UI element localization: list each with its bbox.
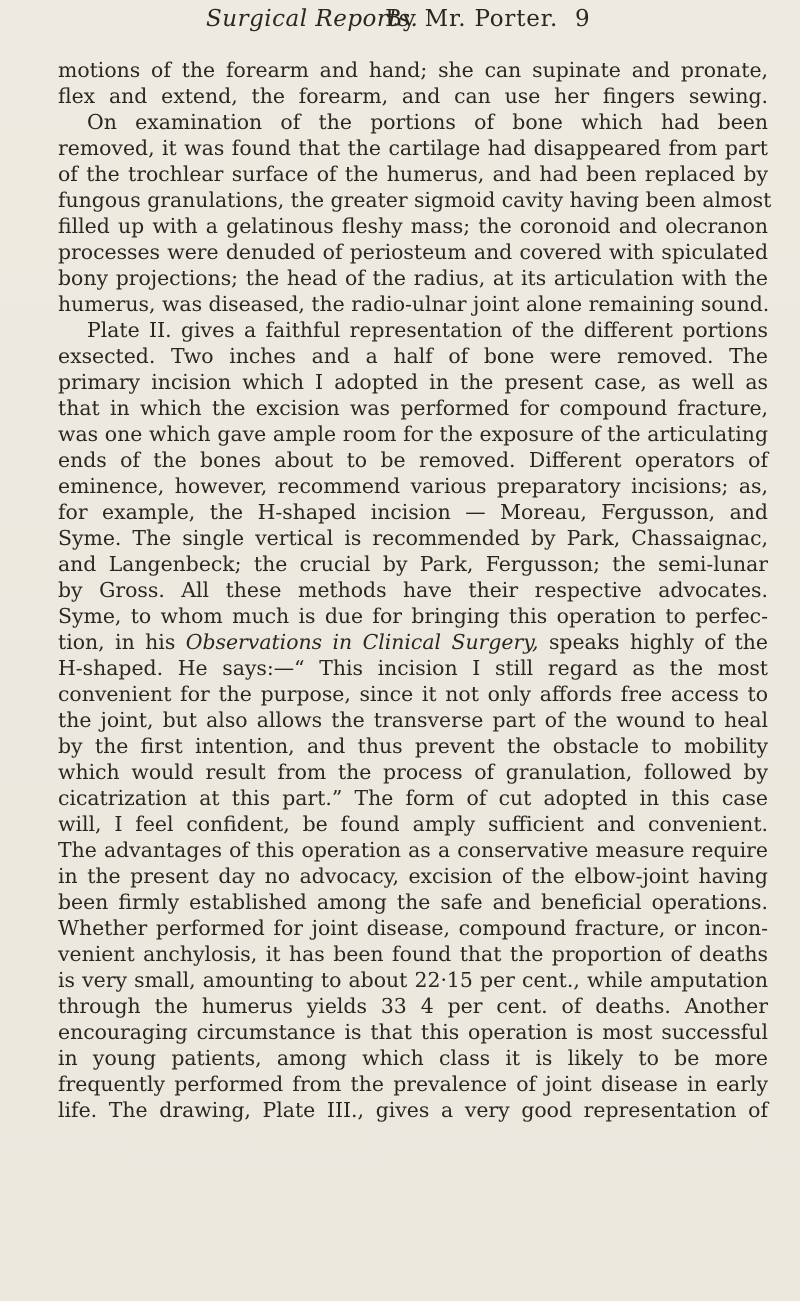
text-line: through the humerus yields 33 4 per cent. of deaths. Another <box>58 994 768 1018</box>
text-line: the joint, but also allows the transverse part of the wound to heal <box>58 708 768 732</box>
body-text <box>58 57 772 1123</box>
text-line: life. The drawing, Plate III., gives a very good representation of <box>58 1098 768 1122</box>
running-head-author: By Mr. Porter. <box>385 6 559 32</box>
text-line: Whether performed for joint disease, compound fracture, or incon- <box>58 916 768 940</box>
text-line: humerus, was diseased, the radio-ulnar joint alone remaining sound. <box>58 292 770 316</box>
text-line: cicatrization at this part.” The form of cut adopted in this case <box>58 786 768 810</box>
text-line: encouraging circumstance is that this operation is most successful <box>58 1020 768 1044</box>
text-line: was one which gave ample room for the exposure of the articulating <box>58 422 768 446</box>
text-line: which would result from the process of granulation, followed by <box>58 760 768 784</box>
running-head <box>0 0 800 44</box>
text-line: Syme. The single vertical is recommended by Park, Chassaignac, <box>58 526 768 550</box>
text-line: H-shaped. He says:—“ This incision I still regard as the most <box>58 656 768 680</box>
text-line: fungous granulations, the greater sigmoid cavity having been almost <box>58 188 772 212</box>
text-line: flex and extend, the forearm, and can use her fingers sewing. <box>58 84 768 108</box>
text-line: processes were denuded of periosteum and covered with spiculated <box>58 240 768 264</box>
text-line: convenient for the purpose, since it not only affords free access to <box>58 682 768 706</box>
text-line: The advantages of this operation as a conservative measure require <box>58 838 768 862</box>
text-line: bony projections; the head of the radius, at its articulation with the <box>58 266 768 290</box>
text-line: exsected. Two inches and a half of bone were removed. The <box>58 344 768 368</box>
text-run: speaks highly of the <box>538 630 768 654</box>
text-line: primary incision which I adopted in the present case, as well as <box>58 370 768 394</box>
text-line: filled up with a gelatinous fleshy mass; the coronoid and olecranon <box>58 214 768 238</box>
text-line: ends of the bones about to be removed. Different operators of <box>58 448 768 472</box>
book-title-citation: Observations in Clinical Surgery, <box>185 630 539 654</box>
running-head-title: Surgical Reports. <box>206 6 419 32</box>
text-run: tion, in his <box>58 630 186 654</box>
text-line: in the present day no advocacy, excision of the elbow-joint having <box>58 864 768 888</box>
text-line: for example, the H-shaped incision — Moreau, Fergusson, and <box>58 500 768 524</box>
text-line: removed, it was found that the cartilage had disappeared from part <box>58 136 768 160</box>
text-line: and Langenbeck; the crucial by Park, Fergusson; the semi-lunar <box>58 552 768 576</box>
text-line: Syme, to whom much is due for bringing this operation to perfec- <box>58 604 768 628</box>
text-line: eminence, however, recommend various preparatory incisions; as, <box>58 474 768 498</box>
text-line: motions of the forearm and hand; she can supinate and pronate, <box>58 58 768 82</box>
text-line: frequently performed from the prevalence of joint disease in early <box>58 1072 768 1096</box>
text-line: venient anchylosis, it has been found that the proportion of deaths <box>58 942 768 966</box>
text-line: Plate II. gives a faithful representation of the different portions <box>87 318 768 342</box>
text-line: that in which the excision was performed for compound fracture, <box>58 396 768 420</box>
text-line: is very small, amounting to about 22·15 per cent., while amputation <box>58 968 768 992</box>
text-line: by Gross. All these methods have their respective advocates. <box>58 578 768 602</box>
text-line: in young patients, among which class it is likely to be more <box>58 1046 768 1070</box>
text-line: been firmly established among the safe and beneficial operations. <box>58 890 768 914</box>
text-line: by the first intention, and thus prevent the obstacle to mobility <box>58 734 768 758</box>
text-line-with-citation <box>58 629 768 655</box>
page-number: 9 <box>575 6 590 32</box>
text-line: will, I feel confident, be found amply sufficient and convenient. <box>58 812 768 836</box>
text-line-paragraph-start: On examination of the portions of bone which had been <box>87 110 768 134</box>
text-line: of the trochlear surface of the humerus, and had been replaced by <box>58 162 768 186</box>
